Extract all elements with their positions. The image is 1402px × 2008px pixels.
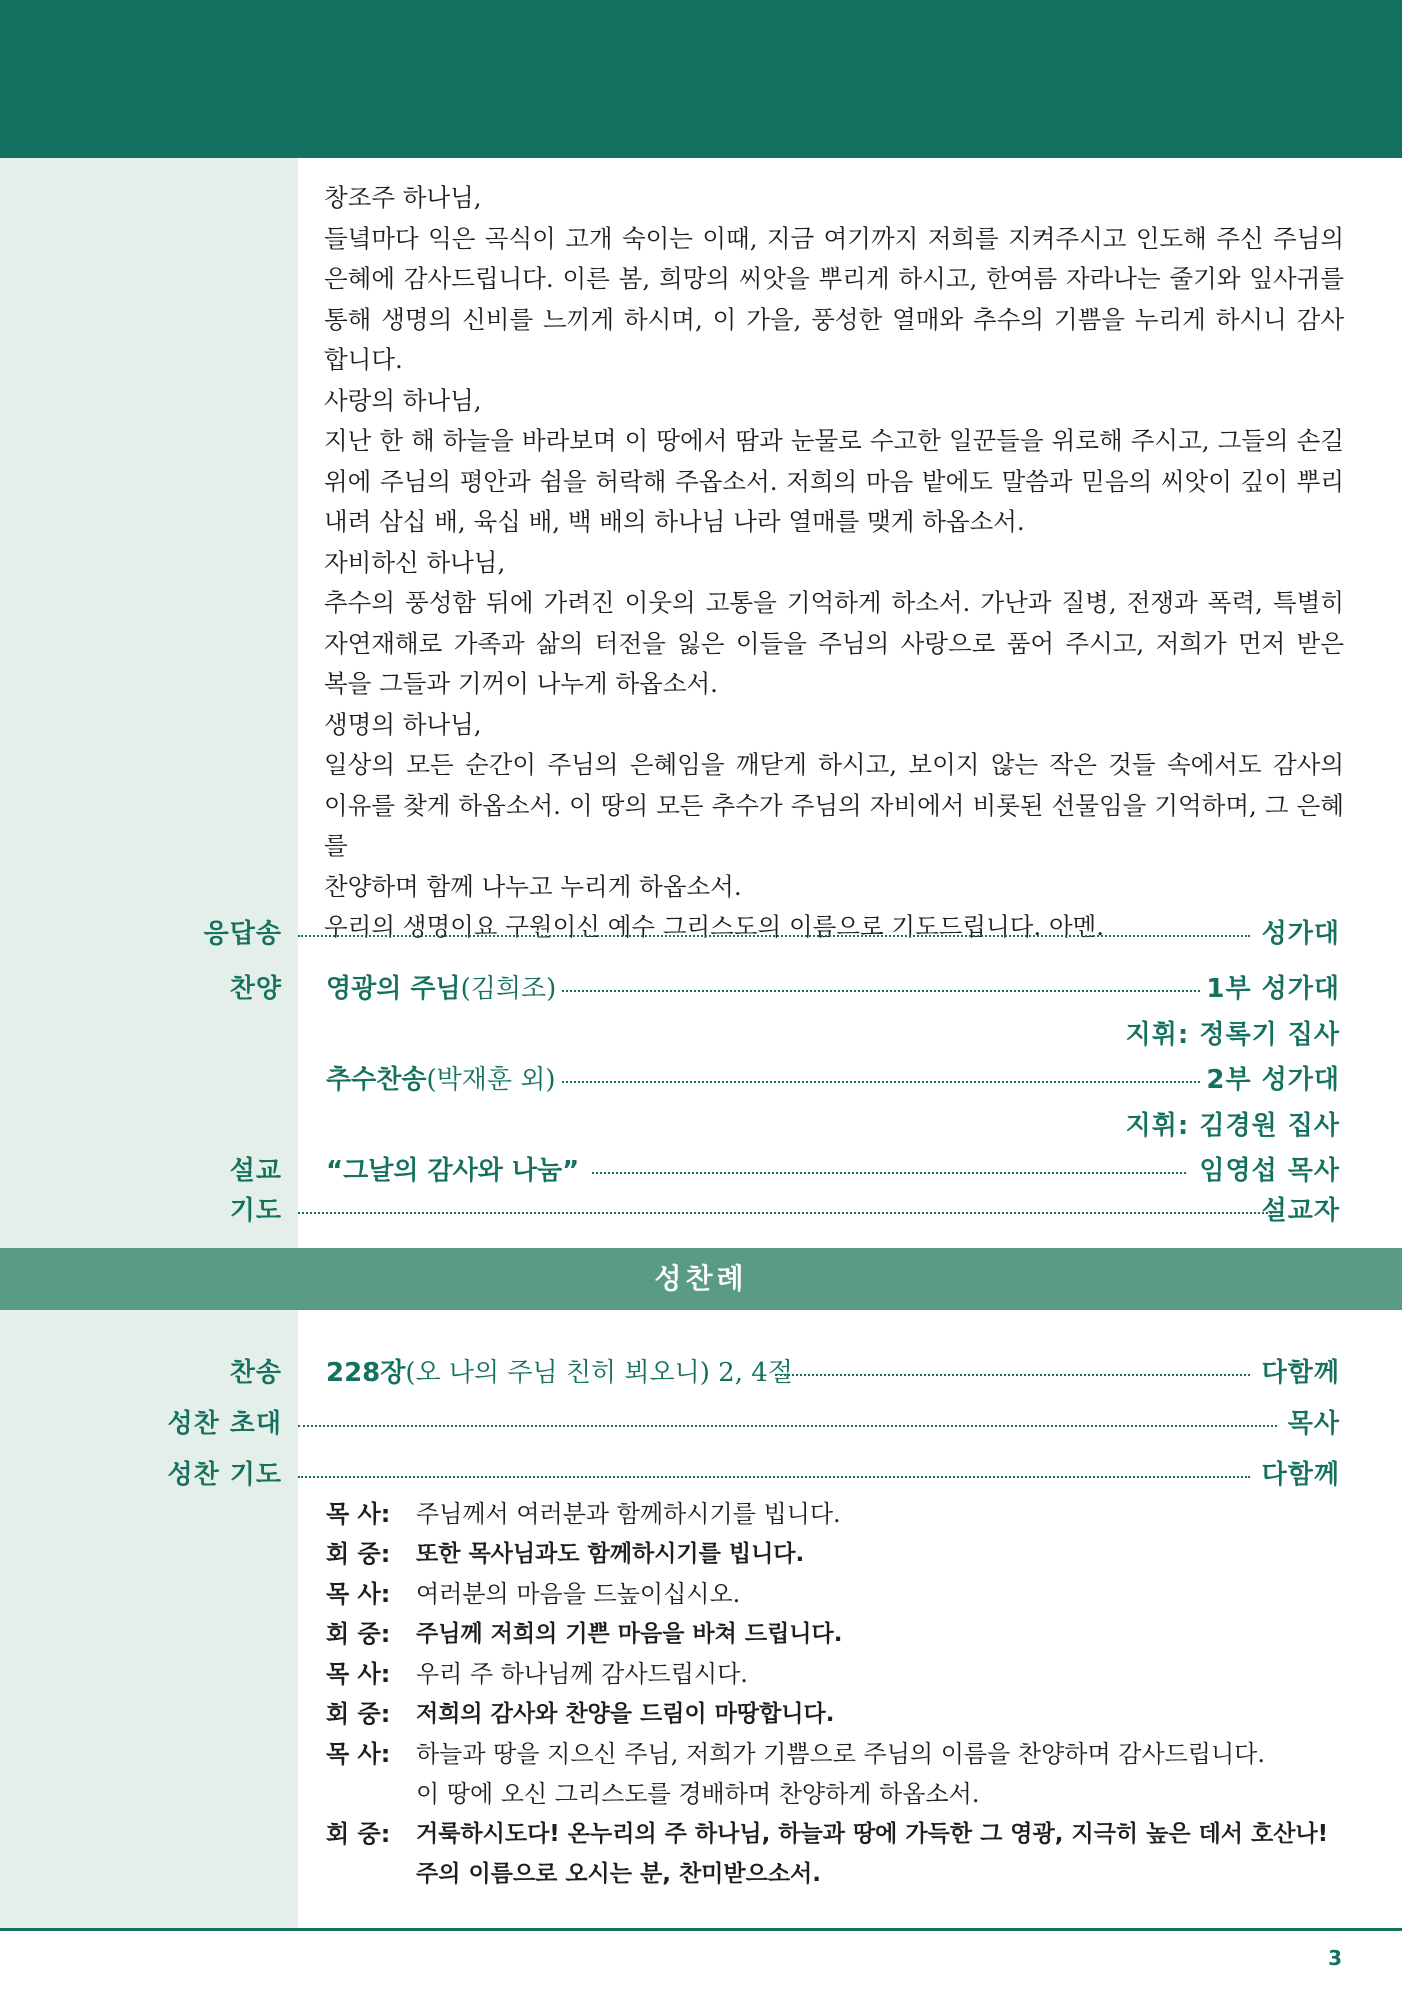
anthem-1-composer: (김희조) xyxy=(460,974,557,1004)
header-band xyxy=(0,0,1402,158)
hymn-performer: 다함께 xyxy=(1261,1358,1340,1388)
prayer-line: 자비하신 하나님, xyxy=(324,547,506,577)
prayer-line: 합니다. xyxy=(324,345,403,374)
prayer-line: 복을 그들과 기꺼이 나누게 하옵소서. xyxy=(324,669,718,698)
anthem-1-conductor-row xyxy=(0,1014,1402,1054)
speaker-label: 목 사: xyxy=(326,1580,391,1608)
sermon-preacher: 임영섭 목사 xyxy=(1199,1156,1340,1186)
dot-leader xyxy=(298,1425,1277,1427)
speaker-label: 목 사: xyxy=(326,1740,391,1768)
anthem-row-1 xyxy=(0,968,1402,1008)
response-song-label: 응답송 xyxy=(203,919,282,949)
prayer-line: 위에 주님의 평안과 쉼을 허락해 주옵소서. 저희의 마음 밭에도 말씀과 믿음의 씨앗이 깊이 뿌리 xyxy=(324,466,1344,496)
dialog-text: 주님께서 여러분과 함께하시기를 빕니다. xyxy=(416,1500,841,1528)
hymn-label: 찬송 xyxy=(229,1358,282,1388)
dot-leader xyxy=(562,1081,1200,1083)
invite-label: 성찬 초대 xyxy=(167,1409,282,1439)
anthem-2-conductor-row xyxy=(0,1105,1402,1145)
speaker-label: 목 사: xyxy=(326,1660,391,1688)
dot-leader xyxy=(562,990,1200,992)
prayer-line: 자연재해로 가족과 삶의 터전을 잃은 이들을 주님의 사랑으로 품어 주시고, 저희가 먼저 받은 xyxy=(324,628,1344,658)
anthem-2-conductor: 지휘: 김경원 집사 xyxy=(1125,1111,1340,1141)
dialog-text: 하늘과 땅을 지으신 주님, 저희가 기쁨으로 주님의 이름을 찬양하며 감사드립니다. xyxy=(416,1740,1265,1768)
eprayer-label: 성찬 기도 xyxy=(167,1460,282,1490)
anthem-2-choir: 2부 성가대 xyxy=(1206,1065,1340,1095)
prayer-line: 창조주 하나님, xyxy=(324,183,482,212)
speaker-label: 회 중: xyxy=(326,1540,391,1568)
dialog-text: 또한 목사님과도 함께하시기를 빕니다. xyxy=(416,1541,805,1567)
prayer-text xyxy=(324,178,1344,948)
eprayer-row xyxy=(0,1454,1402,1494)
prayer-line: 내려 삼십 배, 육십 배, 백 배의 하나님 나라 열매를 맺게 하옵소서. xyxy=(324,507,1025,536)
dot-leader xyxy=(298,935,1250,937)
dot-leader xyxy=(298,1212,1272,1214)
prayer-label: 기도 xyxy=(229,1196,282,1226)
dot-leader xyxy=(298,1476,1250,1478)
prayer-line: 추수의 풍성함 뒤에 가려진 이웃의 고통을 기억하게 하소서. 가난과 질병, 전쟁과 폭력, 특별히 xyxy=(324,588,1344,617)
dialog-text: 주의 이름으로 오시는 분, 찬미받으소서. xyxy=(416,1861,821,1887)
hymn-number: 228장 xyxy=(326,1358,406,1388)
prayer-line: 통해 생명의 신비를 느끼게 하시며, 이 가을, 풍성한 열매와 추수의 기쁨을 누리게 하시니 감사 xyxy=(324,304,1344,334)
prayer-line: 이유를 찾게 하옵소서. 이 땅의 모든 추수가 주님의 자비에서 비롯된 선물임을 기억하며, 그 은혜를 xyxy=(324,790,1344,860)
dot-leader xyxy=(775,1374,1250,1376)
response-song-row xyxy=(0,913,1402,953)
dialog-text: 거룩하시도다! 온누리의 주 하나님, 하늘과 땅에 가득한 그 영광, 지극히 높은 데서 호산나! xyxy=(416,1821,1329,1847)
dialog-text: 이 땅에 오신 그리스도를 경배하며 찬양하게 하옵소서. xyxy=(416,1780,980,1808)
dot-leader xyxy=(592,1172,1186,1174)
hymn-row xyxy=(0,1352,1402,1392)
sermon-title-text: “그날의 감사와 나눔” xyxy=(326,1156,580,1186)
anthem-1-choir: 1부 성가대 xyxy=(1206,974,1340,1004)
anthem-1-conductor: 지휘: 정록기 집사 xyxy=(1125,1020,1340,1050)
speaker-label: 회 중: xyxy=(326,1820,391,1848)
response-song-performer: 성가대 xyxy=(1261,919,1340,949)
speaker-label: 목 사: xyxy=(326,1500,391,1528)
prayer-row xyxy=(0,1190,1402,1230)
sermon-title xyxy=(326,1150,579,1187)
anthem-1-name: 영광의 주님 xyxy=(326,974,461,1004)
anthem-2-composer: (박재훈 외) xyxy=(426,1065,556,1095)
anthem-2-name: 추수찬송 xyxy=(326,1065,427,1095)
anthem-row-2 xyxy=(0,1059,1402,1099)
dialog-text: 저희의 감사와 찬양을 드림이 마땅합니다. xyxy=(416,1701,835,1727)
sermon-label: 설교 xyxy=(229,1156,282,1186)
speaker-label: 회 중: xyxy=(326,1620,391,1648)
prayer-leader: 설교자 xyxy=(1261,1196,1340,1226)
prayer-line: 사랑의 하나님, xyxy=(324,385,482,415)
page-number: 3 xyxy=(1328,1946,1342,1970)
prayer-line: 찬양하며 함께 나누고 누리게 하옵소서. xyxy=(324,871,742,901)
prayer-line: 은혜에 감사드립니다. 이른 봄, 희망의 씨앗을 뿌리게 하시고, 한여름 자라나는 줄기와 잎사귀를 xyxy=(324,264,1344,293)
invite-leader: 목사 xyxy=(1287,1409,1340,1439)
invite-row xyxy=(0,1403,1402,1443)
hymn-detail: (오 나의 주님 친히 뵈오니) 2, 4절 xyxy=(405,1358,793,1388)
speaker-label: 회 중: xyxy=(326,1700,391,1728)
section-title: 성찬례 xyxy=(654,1262,748,1295)
prayer-line: 일상의 모든 순간이 주님의 은혜임을 깨닫게 하시고, 보이지 않는 작은 것들 속에서도 감사의 xyxy=(324,750,1344,779)
dialog-text: 주님께 저희의 기쁜 마음을 바쳐 드립니다. xyxy=(416,1621,843,1647)
anthem-1-title xyxy=(326,968,556,1005)
anthem-label: 찬양 xyxy=(229,974,282,1004)
dialog-text: 우리 주 하나님께 감사드립시다. xyxy=(416,1660,748,1688)
eprayer-performer: 다함께 xyxy=(1261,1460,1340,1490)
prayer-line: 지난 한 해 하늘을 바라보며 이 땅에서 땀과 눈물로 수고한 일꾼들을 위로해 주시고, 그들의 손길 xyxy=(324,426,1344,455)
prayer-line: 들녘마다 익은 곡식이 고개 숙이는 이때, 지금 여기까지 저희를 지켜주시고 인도해 주신 주님의 xyxy=(324,223,1344,253)
sermon-row xyxy=(0,1150,1402,1190)
anthem-2-title xyxy=(326,1059,556,1096)
dialog-text: 여러분의 마음을 드높이십시오. xyxy=(416,1580,741,1608)
hymn-title xyxy=(326,1352,793,1389)
prayer-line: 생명의 하나님, xyxy=(324,709,482,739)
bottom-rule xyxy=(0,1928,1402,1931)
prayer-line: 우리의 생명이요 구원이신 예수 그리스도의 이름으로 기도드립니다. 아멘. xyxy=(324,912,1105,941)
